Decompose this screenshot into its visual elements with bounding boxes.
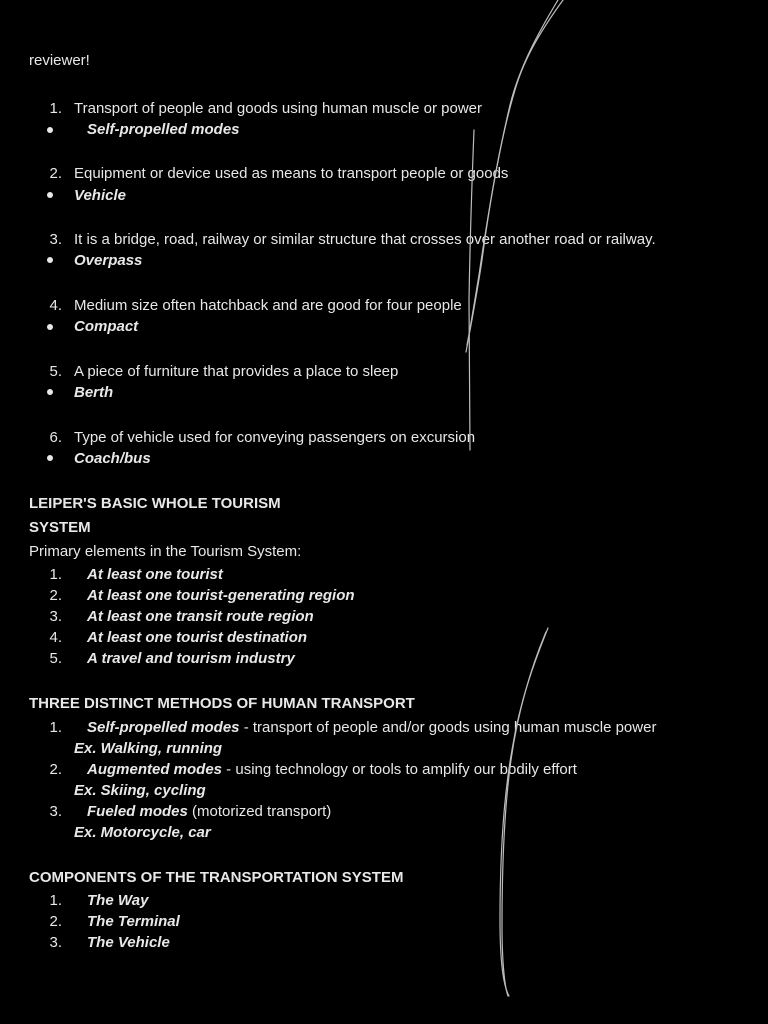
component-text: The Vehicle [87, 934, 170, 951]
leiper-intro: Primary elements in the Tourism System: [29, 543, 302, 560]
bullet-icon [47, 192, 53, 198]
leiper-item-number: 4. [49, 629, 62, 646]
method-number: 2. [49, 761, 62, 778]
leiper-item-number: 3. [49, 608, 62, 625]
leiper-item-number: 5. [49, 650, 62, 667]
intro-text: reviewer! [29, 52, 90, 69]
leiper-title-line2: SYSTEM [29, 519, 91, 536]
qa-number: 2. [49, 165, 62, 182]
bullet-icon [47, 455, 53, 461]
bullet-icon [47, 127, 53, 133]
qa-answer: Berth [74, 384, 114, 401]
component-number: 3. [49, 934, 62, 951]
qa-question: Type of vehicle used for conveying passengers on excursion [74, 429, 476, 446]
qa-answer: Overpass [74, 252, 143, 269]
component-number: 2. [49, 913, 62, 930]
method-line [87, 761, 577, 778]
qa-answer: Compact [74, 318, 139, 335]
ink-stroke-lower-outer [500, 628, 548, 996]
qa-number: 1. [49, 100, 62, 117]
bullet-icon [47, 324, 53, 330]
leiper-item-text: At least one tourist [87, 566, 223, 583]
qa-number: 3. [49, 231, 62, 248]
method-example: Ex. Motorcycle, car [74, 824, 211, 841]
qa-number: 5. [49, 363, 62, 380]
bullet-icon [47, 389, 53, 395]
qa-answer: Vehicle [74, 187, 126, 204]
method-number: 1. [49, 719, 62, 736]
leiper-item-number: 2. [49, 587, 62, 604]
method-example: Ex. Walking, running [74, 740, 223, 757]
qa-number: 6. [49, 429, 62, 446]
method-number: 3. [49, 803, 62, 820]
qa-question: A piece of furniture that provides a place to sleep [74, 363, 399, 380]
leiper-title-line1: LEIPER'S BASIC WHOLE TOURISM [29, 495, 281, 512]
method-term: Augmented modes [87, 761, 223, 778]
leiper-item-text: At least one transit route region [87, 608, 314, 625]
component-text: The Terminal [87, 913, 180, 930]
qa-answer: Coach/bus [74, 450, 151, 467]
qa-question: Transport of people and goods using human muscle or power [74, 100, 483, 117]
qa-answer: Self-propelled modes [87, 121, 240, 138]
method-desc: - using technology or tools to amplify our bodily effort [222, 761, 577, 778]
method-line [87, 719, 656, 736]
leiper-item-text: A travel and tourism industry [87, 650, 295, 667]
qa-number: 4. [49, 297, 62, 314]
method-line [87, 803, 331, 820]
qa-question: Equipment or device used as means to transport people or goods [74, 165, 509, 182]
components-title: COMPONENTS OF THE TRANSPORTATION SYSTEM [29, 869, 404, 886]
method-example: Ex. Skiing, cycling [74, 782, 206, 799]
method-desc: - transport of people and/or goods using human muscle power [239, 719, 657, 736]
ink-stroke-lower-inner [502, 632, 546, 996]
method-desc: (motorized transport) [187, 803, 332, 820]
leiper-item-text: At least one tourist-generating region [87, 587, 355, 604]
leiper-item-text: At least one tourist destination [87, 629, 308, 646]
qa-question: It is a bridge, road, railway or similar structure that crosses over another road or railway. [74, 231, 656, 248]
leiper-item-number: 1. [49, 566, 62, 583]
qa-question: Medium size often hatchback and are good for four people [74, 297, 462, 314]
methods-title: THREE DISTINCT METHODS OF HUMAN TRANSPORT [29, 695, 415, 712]
component-number: 1. [49, 892, 62, 909]
method-term: Fueled modes [87, 803, 188, 820]
method-term: Self-propelled modes [87, 719, 240, 736]
component-text: The Way [87, 892, 149, 909]
bullet-icon [47, 257, 53, 263]
